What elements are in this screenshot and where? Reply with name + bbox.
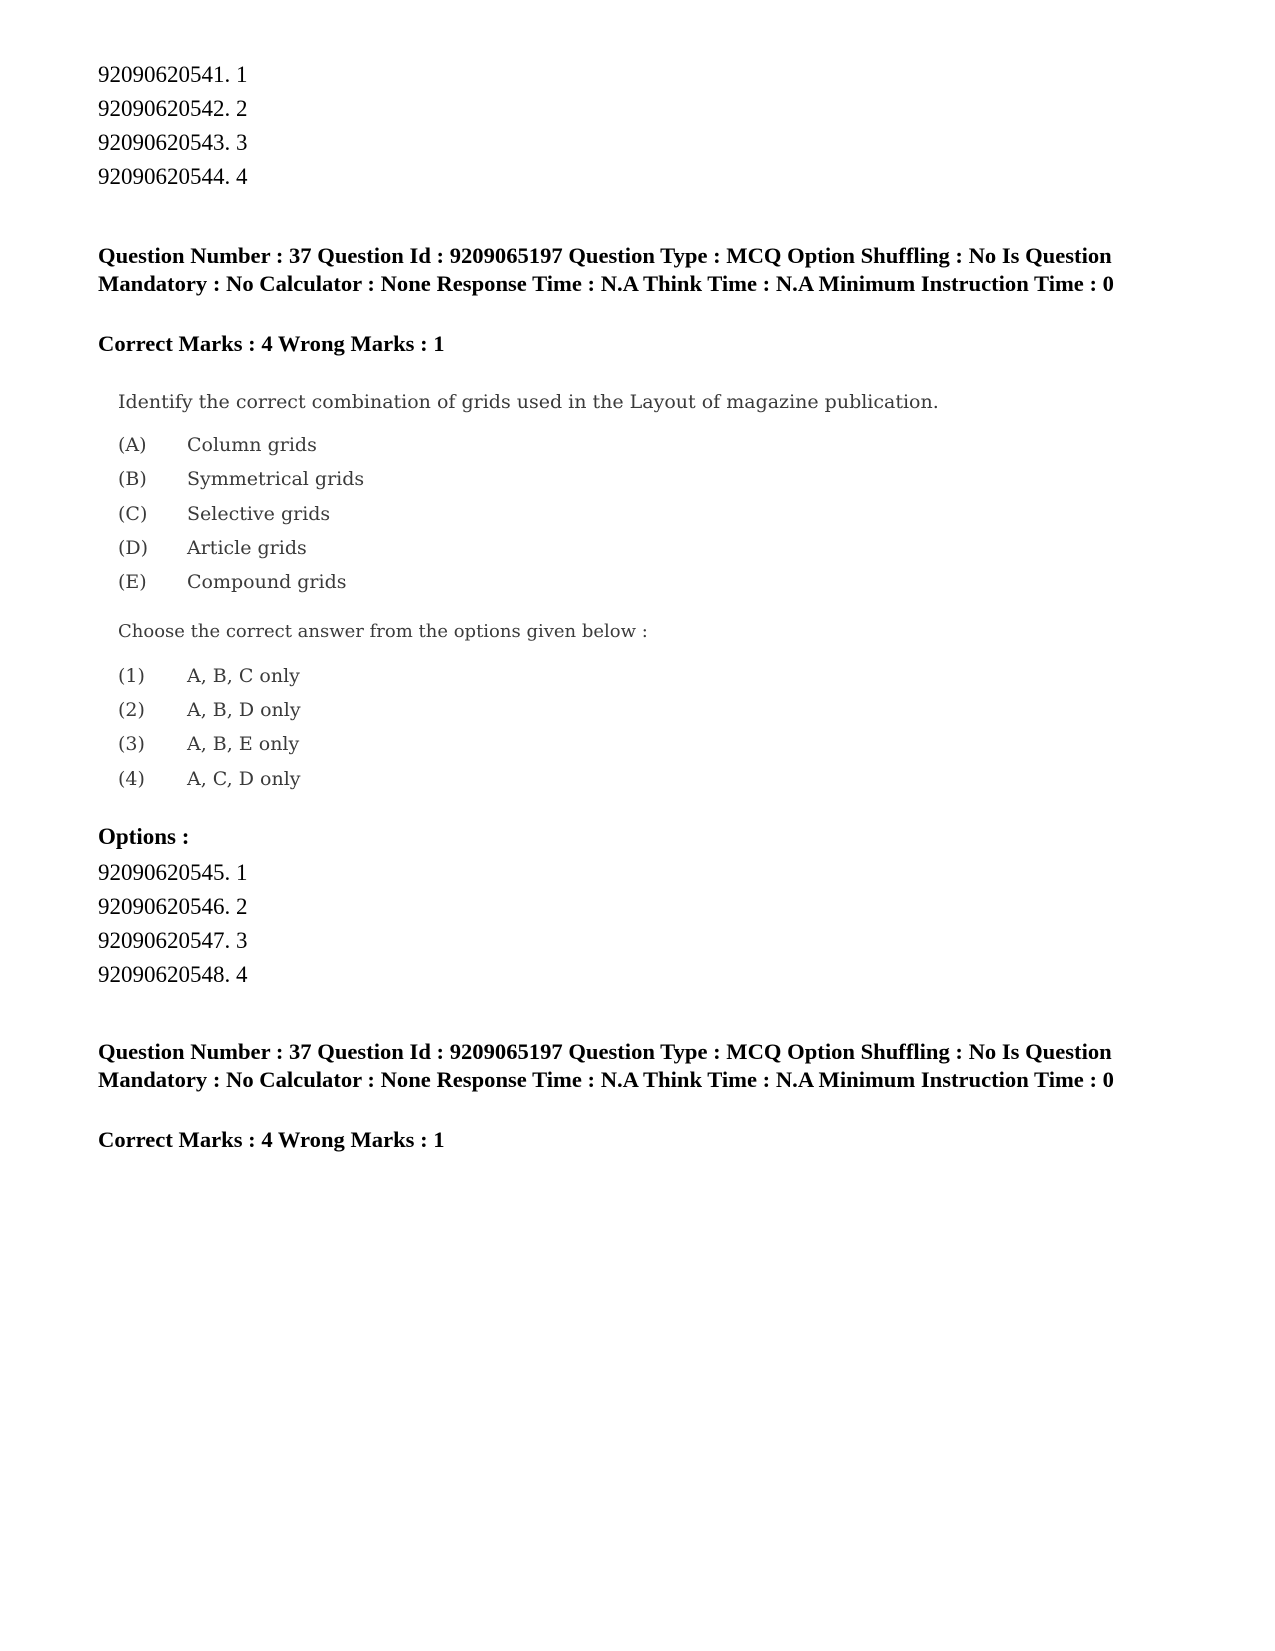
choice-text-2: A, B, D only <box>187 699 301 721</box>
answer-instruction: Choose the correct answer from the options given below : <box>118 621 648 642</box>
choice-text-3: A, B, E only <box>187 733 300 755</box>
answer-option-4: 92090620548. 4 <box>98 962 248 987</box>
item-label-c: (C) <box>118 503 148 525</box>
question-header-repeat: Question Number : 37 Question Id : 9209065197 Question Type : MCQ Option Shuffling : No Is Question Mandatory : No Calculator : None Response Time : N.A Think Time : N.A Minimum Instruction Time : 0 <box>98 1039 1114 1092</box>
choice-text-1: A, B, C only <box>187 665 300 687</box>
marks-line: Correct Marks : 4 Wrong Marks : 1 <box>98 331 445 356</box>
item-text-a: Column grids <box>187 434 317 456</box>
item-text-d: Article grids <box>187 537 307 559</box>
answer-option-1: 92090620545. 1 <box>98 860 248 885</box>
marks-line-repeat: Correct Marks : 4 Wrong Marks : 1 <box>98 1127 445 1152</box>
choice-label-4: (4) <box>118 768 145 790</box>
top-option-4: 92090620544. 4 <box>98 164 248 189</box>
choice-label-1: (1) <box>118 665 145 687</box>
item-text-b: Symmetrical grids <box>187 468 365 490</box>
item-text-e: Compound grids <box>187 571 347 593</box>
answer-option-2: 92090620546. 2 <box>98 894 248 919</box>
item-label-d: (D) <box>118 537 149 559</box>
choice-label-2: (2) <box>118 699 145 721</box>
item-text-c: Selective grids <box>187 503 331 525</box>
top-option-2: 92090620542. 2 <box>98 96 248 121</box>
options-heading: Options : <box>98 824 190 849</box>
answer-option-3: 92090620547. 3 <box>98 928 248 953</box>
choice-text-4: A, C, D only <box>187 768 301 790</box>
choice-label-3: (3) <box>118 733 145 755</box>
top-option-3: 92090620543. 3 <box>98 130 248 155</box>
question-stem: Identify the correct combination of grids used in the Layout of magazine publication. <box>118 391 939 413</box>
top-option-1: 92090620541. 1 <box>98 62 248 87</box>
question-header: Question Number : 37 Question Id : 9209065197 Question Type : MCQ Option Shuffling : No Is Question Mandatory : No Calculator : None Response Time : N.A Think Time : N.A Minimum Instruction Time : 0 <box>98 243 1114 296</box>
item-label-a: (A) <box>118 434 147 456</box>
item-label-b: (B) <box>118 468 147 490</box>
item-label-e: (E) <box>118 571 147 593</box>
